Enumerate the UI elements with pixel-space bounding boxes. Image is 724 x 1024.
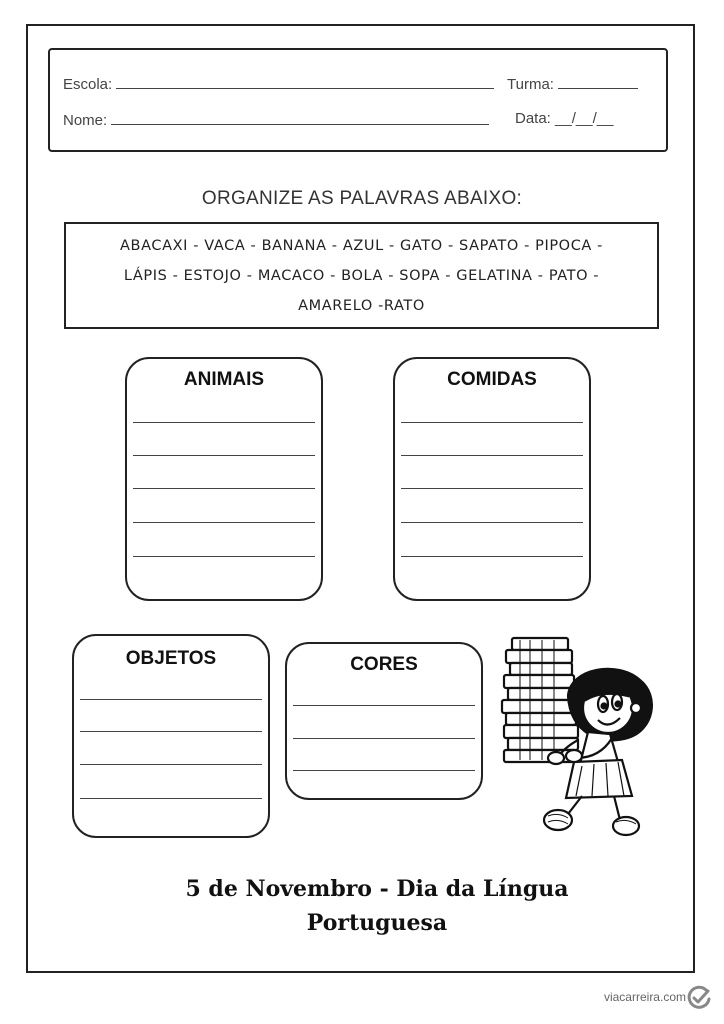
escola-label: Escola: — [63, 76, 113, 93]
nome-row — [63, 110, 489, 129]
brand-text: viacarreira.com — [603, 990, 686, 1004]
nome-label: Nome: — [63, 112, 108, 129]
data-row — [515, 110, 613, 127]
girl-carrying-books-icon — [490, 630, 690, 840]
footer-title-line-2: Portuguesa — [306, 910, 448, 936]
turma-field[interactable] — [558, 74, 638, 89]
answer-line[interactable] — [293, 738, 475, 739]
answer-line[interactable] — [401, 488, 583, 489]
category-title-comidas: COMIDAS — [447, 369, 537, 390]
footer-title — [0, 872, 724, 940]
word-list — [77, 231, 647, 321]
check-logo-icon — [686, 985, 712, 1011]
category-box-cores — [285, 642, 483, 800]
answer-line[interactable] — [293, 705, 475, 706]
answer-line[interactable] — [133, 488, 315, 489]
answer-line[interactable] — [401, 556, 583, 557]
answer-line[interactable] — [80, 731, 262, 732]
answer-line[interactable] — [133, 522, 315, 523]
instruction-title: ORGANIZE AS PALAVRAS ABAIXO: — [201, 188, 523, 209]
nome-field[interactable] — [111, 110, 489, 125]
answer-line[interactable] — [401, 522, 583, 523]
category-box-animais — [125, 357, 323, 601]
word-list-line-2: LÁPIS - ESTOJO - MACACO - BOLA - SOPA - GELATINA - PATO - — [123, 267, 600, 284]
answer-line[interactable] — [80, 798, 262, 799]
category-title-cores: CORES — [350, 654, 418, 675]
data-field[interactable]: __/__/__ — [555, 110, 614, 127]
answer-line[interactable] — [80, 764, 262, 765]
header-box — [48, 48, 668, 152]
category-title-objetos: OBJETOS — [125, 648, 217, 669]
word-list-box — [64, 222, 659, 329]
answer-line[interactable] — [133, 556, 315, 557]
answer-line[interactable] — [80, 699, 262, 700]
turma-label: Turma: — [507, 76, 554, 93]
footer-title-line-1: 5 de Novembro - Dia da Língua — [185, 876, 569, 902]
answer-line[interactable] — [401, 455, 583, 456]
word-list-line-3: AMARELO -RATO — [298, 297, 425, 314]
escola-row — [63, 74, 494, 93]
category-box-objetos — [72, 634, 270, 838]
answer-line[interactable] — [401, 422, 583, 423]
word-list-line-1: ABACAXI - VACA - BANANA - AZUL - GATO - SAPATO - PIPOCA - — [120, 237, 603, 254]
category-box-comidas — [393, 357, 591, 601]
escola-field[interactable] — [116, 74, 494, 89]
answer-line[interactable] — [133, 422, 315, 423]
category-title-animais: ANIMAIS — [183, 369, 265, 390]
answer-line[interactable] — [293, 770, 475, 771]
turma-row — [507, 74, 638, 93]
data-label: Data: — [515, 110, 551, 127]
answer-line[interactable] — [133, 455, 315, 456]
